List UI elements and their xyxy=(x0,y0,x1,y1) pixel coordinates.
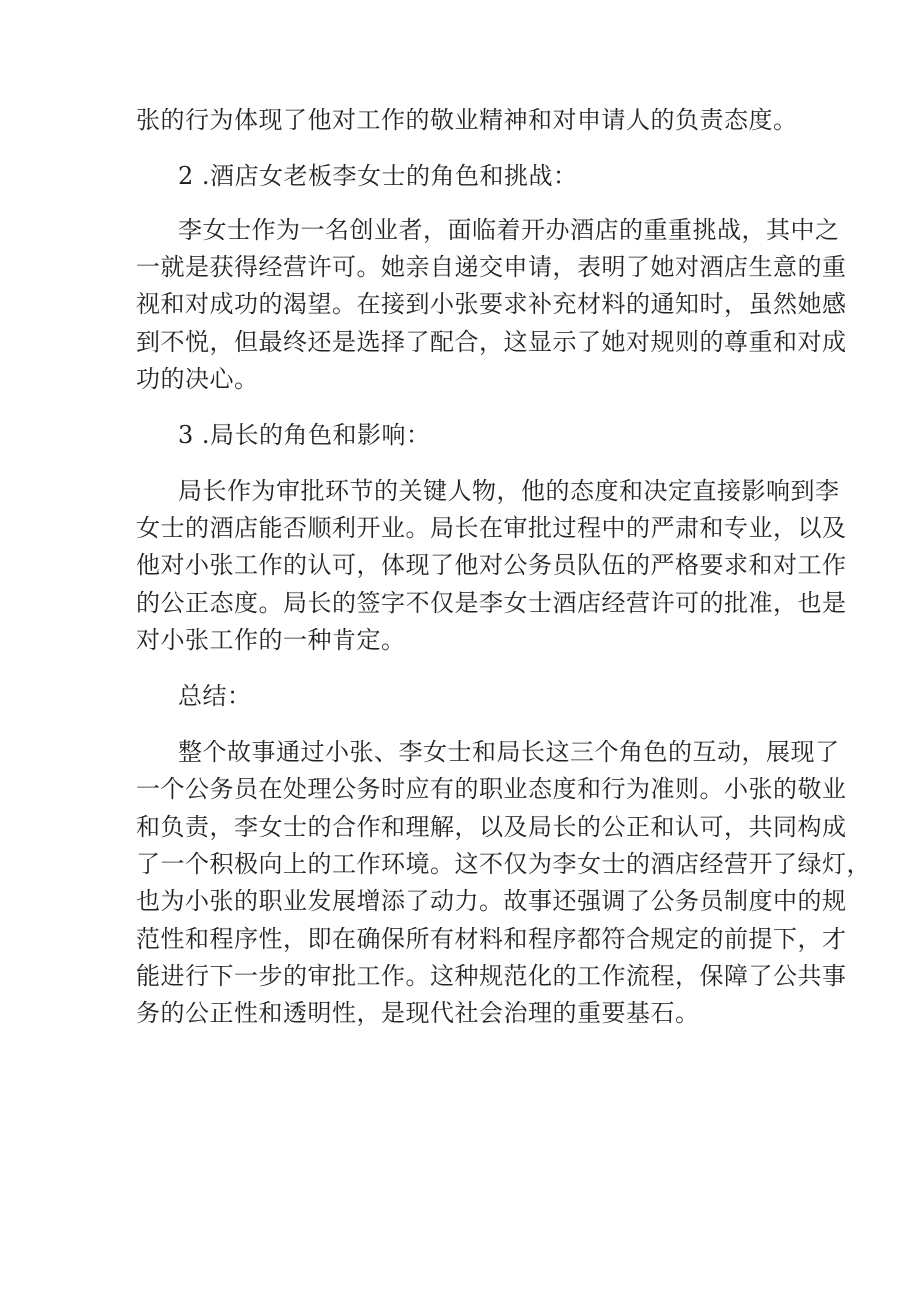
section-heading-2: 2 .酒店女老板李女士的角色和挑战： xyxy=(178,162,578,190)
paragraph-line: 整个故事通过小张、李女士和局长这三个角色的互动，展现了 xyxy=(178,738,840,766)
paragraph-line: 范性和程序性，即在确保所有材料和程序都符合规定的前提下，才 xyxy=(136,925,847,953)
paragraph-line: 视和对成功的渴望。在接到小张要求补充材料的通知时，虽然她感 xyxy=(136,290,847,318)
paragraph-line: 能进行下一步的审批工作。这种规范化的工作流程，保障了公共事 xyxy=(136,962,847,990)
paragraph-line: 和负责，李女士的合作和理解，以及局长的公正和认可，共同构成 xyxy=(136,813,847,841)
paragraph-line: 功的决心。 xyxy=(136,365,259,393)
paragraph-line: 务的公正性和透明性，是现代社会治理的重要基石。 xyxy=(136,999,700,1027)
paragraph-line: 也为小张的职业发展增添了动力。故事还强调了公务员制度中的规 xyxy=(136,887,847,915)
paragraph-line: 一个公务员在处理公务时应有的职业态度和行为准则。小张的敬业 xyxy=(136,775,847,803)
paragraph-line: 到不悦，但最终还是选择了配合，这显示了她对规则的尊重和对成 xyxy=(136,328,847,356)
paragraph-line: 张的行为体现了他对工作的敬业精神和对申请人的负责态度。 xyxy=(136,106,798,134)
paragraph-line: 他对小张工作的认可，体现了他对公务员队伍的严格要求和对工作 xyxy=(136,551,847,579)
paragraph-line: 的公正态度。局长的签字不仅是李女士酒店经营许可的批准，也是 xyxy=(136,589,847,617)
paragraph-line: 对小张工作的一种肯定。 xyxy=(136,626,406,654)
section-heading-3: 3 .局长的角色和影响： xyxy=(178,421,431,449)
summary-heading: 总结： xyxy=(178,682,252,710)
paragraph-line: 了一个积极向上的工作环境。这不仅为李女士的酒店经营开了绿灯， xyxy=(136,850,871,878)
paragraph-line: 局长作为审批环节的关键人物，他的态度和决定直接影响到李 xyxy=(178,477,840,505)
paragraph-line: 女士的酒店能否顺利开业。局长在审批过程中的严肃和专业，以及 xyxy=(136,514,847,542)
paragraph-line: 一就是获得经营许可。她亲自递交申请，表明了她对酒店生意的重 xyxy=(136,253,847,281)
paragraph-line: 李女士作为一名创业者，面临着开办酒店的重重挑战，其中之 xyxy=(178,216,840,244)
